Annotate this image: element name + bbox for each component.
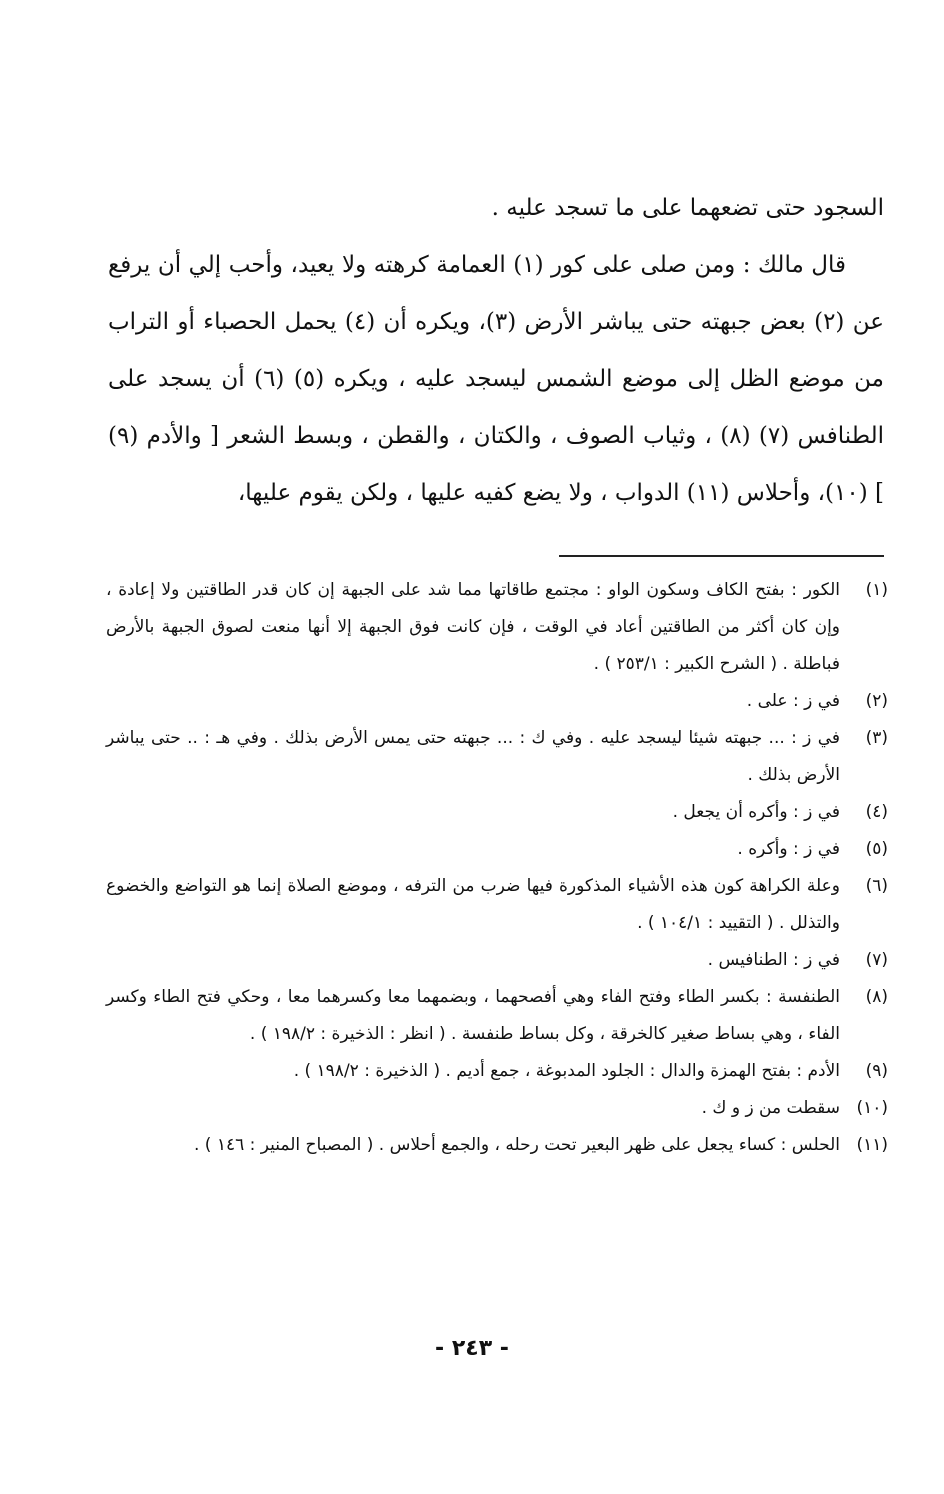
footnote-number: (٣) bbox=[865, 728, 888, 748]
footnote-number: (٢) bbox=[865, 691, 888, 711]
footnote-number: (٩) bbox=[865, 1061, 888, 1081]
footnote bbox=[106, 794, 888, 831]
footnote-text: في ز : الطنافيس . bbox=[707, 950, 840, 970]
footnote-text: الطنفسة : بكسر الطاء وفتح الفاء وهي أفصحهما ، وبضمهما معا وكسرهما معا ، وحكي فتح الطاء وكسر الفاء ، وهي بساط صغير كالخرقة ، وكل بساط طنفسة . ( انظر : الذخيرة : ١٩٨/٢ ) . bbox=[106, 987, 840, 1044]
footnote-number: (٥) bbox=[865, 839, 888, 859]
footnote bbox=[106, 1127, 888, 1164]
footnote-text: سقطت من ز و ك . bbox=[701, 1098, 840, 1118]
footnote-number: (١٠) bbox=[856, 1098, 888, 1118]
footnotes bbox=[106, 572, 888, 1164]
footnote-number: (٨) bbox=[865, 987, 888, 1007]
footnote-text: في ز : على . bbox=[746, 691, 840, 711]
footnote-text: في ز : وأكره أن يجعل . bbox=[672, 802, 840, 822]
footnote-number: (١) bbox=[865, 580, 888, 600]
footnote bbox=[106, 1090, 888, 1127]
footnote-number: (٦) bbox=[865, 876, 888, 896]
footnote bbox=[106, 942, 888, 979]
footnote-text: الكور : بفتح الكاف وسكون الواو : مجتمع طاقاتها مما شد على الجبهة إن كان قدر الطاقتين ولا إعادة ، وإن كان أكثر من الطاقتين أعاد في الوقت ، فإن كانت فوق الجبهة إلا أنها منعت لصوق الجبهة بالأرض فباطلة . ( الشرح الكبير : ٢٥٣/١ ) . bbox=[106, 580, 840, 674]
footnote-number: (٧) bbox=[865, 950, 888, 970]
footnote bbox=[106, 831, 888, 868]
footnote-text: في ز : ... جبهته شيئا ليسجد عليه . وفي ك : ... جبهته حتى يمس الأرض بذلك . وفي هـ : .. حتى يباشر الأرض بذلك . bbox=[106, 728, 840, 785]
footnote bbox=[106, 1053, 888, 1090]
footnote bbox=[106, 868, 888, 942]
footnote-text: الحلس : كساء يجعل على ظهر البعير تحت رحله ، والجمع أحلاس . ( المصباح المنير : ١٤٦ ) . bbox=[194, 1135, 840, 1155]
footnote bbox=[106, 720, 888, 794]
footnote-text: وعلة الكراهة كون هذه الأشياء المذكورة فيها ضرب من الترفه ، وموضع الصلاة إنما هو التواضع والخضوع والتذلل . ( التقييد : ١٠٤/١ ) . bbox=[106, 876, 840, 933]
paragraph-malik: قال مالك : ومن صلى على كور (١) العمامة كرهته ولا يعيد، وأحب إلي أن يرفع عن (٢) بعض جبهته حتى يباشر الأرض (٣)، ويكره أن (٤) يحمل الحصباء أو التراب من موضع الظل إلى موضع الشمس ليسجد عليه ، ويكره (٥) (٦) أن يسجد على الطنافس (٧) (٨) ، وثياب الصوف ، والكتان ، والقطن ، وبسط الشعر [ والأدم (٩) ] (١٠)، وأحلاس (١١) الدواب ، ولا يضع كفيه عليها ، ولكن يقوم عليها، bbox=[108, 252, 884, 506]
footnote-number: (١١) bbox=[856, 1135, 888, 1155]
main-text bbox=[108, 180, 884, 522]
footnote bbox=[106, 683, 888, 720]
footnote bbox=[106, 979, 888, 1053]
page-number: - ٢٤٣ - bbox=[435, 1336, 509, 1361]
footnote-separator bbox=[559, 555, 884, 557]
footnote bbox=[106, 572, 888, 683]
paragraph-continuation: السجود حتى تضعهما على ما تسجد عليه . bbox=[491, 195, 884, 221]
footnote-text: في ز : وأكره . bbox=[737, 839, 840, 859]
footnote-number: (٤) bbox=[865, 802, 888, 822]
footnote-text: الأدم : بفتح الهمزة والدال : الجلود المدبوغة ، جمع أديم . ( الذخيرة : ١٩٨/٢ ) . bbox=[293, 1061, 840, 1081]
